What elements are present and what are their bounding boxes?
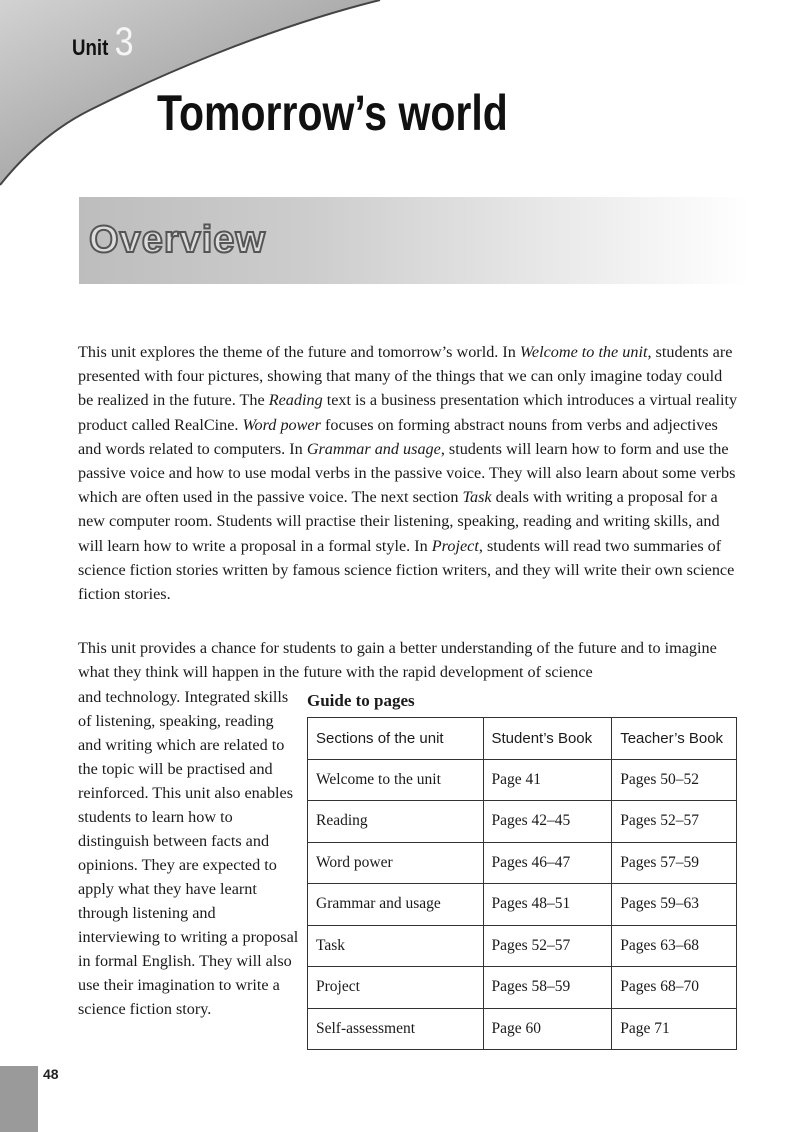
paragraph-text: , students will read two summaries of science fiction stories written by famous science fiction writers, and they will write their own science fiction stories. (78, 536, 735, 604)
paragraph-text: , students are presented with four pictures, showing that many of the things that we can only imagine today could be realized in the future. The (78, 343, 733, 410)
guide-title: Guide to pages (307, 691, 415, 710)
section-cell: Project (308, 967, 484, 1009)
table-row (308, 842, 737, 884)
overview-heading: Overview (89, 219, 266, 261)
paragraph-text: , students will learn how to form and use the passive voice and how to use modal verbs in the passive voice. They will also learn about some verbs which are often used in the passive voice. The next section (78, 439, 736, 507)
section-name-text: Project (431, 536, 479, 555)
page-tab (0, 1066, 38, 1132)
section-cell: Word power (308, 842, 484, 884)
students-book-cell: Pages 46–47 (483, 842, 612, 884)
table-row (308, 967, 737, 1009)
table-row (308, 884, 737, 926)
header-teachers-book: Teacher’s Book (612, 718, 737, 760)
overview-paragraph-1 (78, 340, 740, 606)
students-book-cell: Pages 52–57 (483, 925, 612, 967)
header-students-book: Student’s Book (483, 718, 612, 760)
students-book-cell: Pages 58–59 (483, 967, 612, 1009)
overview-banner (79, 197, 749, 284)
teachers-book-cell: Pages 59–63 (612, 884, 737, 926)
paragraph-text: deals with writing a proposal for a new computer room. Students will practise their listening, speaking, reading and writing skills, and will learn how to write a proposal in a formal style. In (78, 488, 720, 555)
students-book-cell: Page 41 (483, 759, 612, 801)
unit-label (72, 20, 135, 65)
page-number: 48 (43, 1066, 59, 1082)
section-name-text: Reading (268, 391, 323, 410)
unit-word: Unit (72, 35, 109, 60)
students-book-cell: Pages 42–45 (483, 801, 612, 843)
teachers-book-cell: Pages 68–70 (612, 967, 737, 1009)
teachers-book-cell: Pages 52–57 (612, 801, 737, 843)
section-name-text: Word power (242, 415, 321, 434)
students-book-cell: Page 60 (483, 1008, 612, 1050)
section-name-text: Grammar and usage (306, 439, 441, 458)
section-cell: Grammar and usage (308, 884, 484, 926)
paragraph-text: focuses on forming abstract nouns from verbs and adjectives and words related to computers. In (78, 415, 718, 458)
teachers-book-cell: Pages 50–52 (612, 759, 737, 801)
table-header-row (308, 718, 737, 760)
table-row (308, 1008, 737, 1050)
teachers-book-cell: Pages 57–59 (612, 842, 737, 884)
table-row (308, 759, 737, 801)
teachers-book-cell: Page 71 (612, 1008, 737, 1050)
guide-to-pages-table (307, 717, 737, 1050)
header-sections: Sections of the unit (308, 718, 484, 760)
section-cell: Self-assessment (308, 1008, 484, 1050)
section-name-text: Task (462, 488, 492, 507)
page-title: Tomorrow’s world (157, 85, 508, 141)
students-book-cell: Pages 48–51 (483, 884, 612, 926)
table-row (308, 925, 737, 967)
section-cell: Task (308, 925, 484, 967)
unit-number: 3 (114, 20, 134, 64)
section-name-text: Welcome to the unit (519, 343, 648, 361)
overview-paragraph-2-continued: and technology. Integrated skills of listening, speaking, reading and writing which are related to the topic will be practised and reinforced. This unit also enables students to learn how to distinguish between facts and opinions. They are expected to apply what they have learnt through listening and interviewing to writing a proposal in formal English. They will also use their imagination to write a science fiction story. (78, 688, 299, 1018)
overview-paragraph-2: This unit provides a chance for students to gain a better understanding of the future and to imagine what they think will happen in the future with the rapid development of science (78, 639, 717, 682)
table-row (308, 801, 737, 843)
teachers-book-cell: Pages 63–68 (612, 925, 737, 967)
paragraph-text: This unit explores the theme of the future and tomorrow’s world. In (78, 343, 520, 361)
section-cell: Reading (308, 801, 484, 843)
paragraph-text: text is a business presentation which introduces a virtual reality product called RealCine. (78, 391, 738, 434)
section-cell: Welcome to the unit (308, 759, 484, 801)
